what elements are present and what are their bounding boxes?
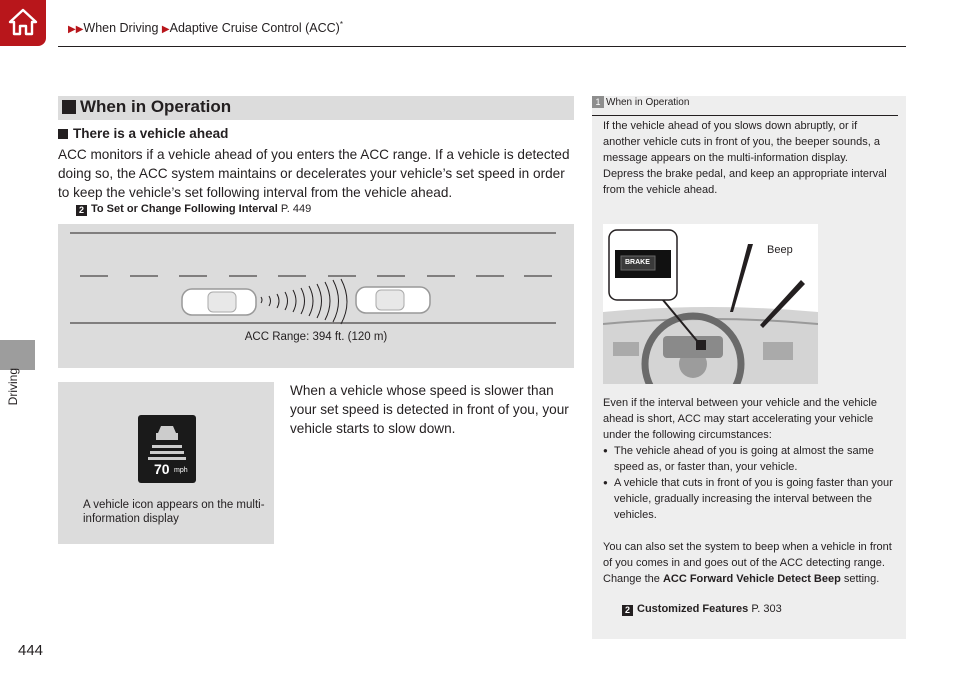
setting-name: ACC Forward Vehicle Detect Beep <box>662 573 841 585</box>
beep-label: Beep <box>767 244 793 256</box>
note-number-icon: 1 <box>592 96 604 108</box>
page-number: 444 <box>18 642 44 659</box>
xref-label: To Set or Change Following Interval <box>91 203 278 215</box>
home-button[interactable] <box>0 0 46 46</box>
lead-car-icon <box>356 287 430 313</box>
home-icon <box>7 6 39 38</box>
section-heading <box>58 96 574 120</box>
breadcrumb <box>68 20 343 35</box>
xref-page: P. 303 <box>751 603 782 615</box>
speed-value: 70 <box>154 461 170 477</box>
speed-unit: mph <box>174 467 188 474</box>
brake-warning-figure <box>603 224 818 384</box>
asterisk-note: * <box>339 20 343 29</box>
acc-range-figure <box>58 224 574 368</box>
subheading-text: There is a vehicle ahead <box>73 126 229 141</box>
breadcrumb-item[interactable]: Adaptive Cruise Control (ACC) <box>169 21 340 36</box>
sidebar-note <box>592 96 906 639</box>
cross-reference[interactable] <box>622 603 782 616</box>
xref-arrow-icon: 2 <box>76 205 87 216</box>
chapter-label: Driving <box>6 368 20 406</box>
multi-information-display <box>138 415 196 483</box>
breadcrumb-arrow-icon: ▶ <box>161 24 170 36</box>
sidebar-paragraph-1b: Depress the brake pedal, and keep an appropriate interval from the vehicle ahead. <box>603 168 887 196</box>
xref-label: Customized Features <box>637 603 749 615</box>
sidebar-paragraph-3 <box>603 539 893 587</box>
cross-reference[interactable] <box>76 203 311 216</box>
road-illustration <box>58 224 574 368</box>
breadcrumb-item[interactable]: When Driving <box>83 21 159 36</box>
xref-arrow-icon: 2 <box>622 605 633 616</box>
breadcrumb-arrow-icon: ▶▶ <box>68 24 84 36</box>
own-car-icon <box>182 289 256 315</box>
list-item: ● The vehicle ahead of you is going at almost the same speed as, or faster than, your vehicle. <box>603 443 893 475</box>
sidebar-paragraph-1: If the vehicle ahead of you slows down abruptly, or if another vehicle cuts in front of you, the beeper sounds, a message appears on the multi-information display. <box>603 120 881 164</box>
para3-text: You can also set the system to beep when a vehicle in front of you comes in and goes out of the ACC detecting range. Change the <box>603 541 892 585</box>
para3-text-end: setting. <box>840 573 880 585</box>
section-heading-text: When in Operation <box>80 97 232 116</box>
display-caption: A vehicle icon appears on the multi-information display <box>83 499 265 525</box>
subheading-square-icon <box>58 129 68 139</box>
list-item: ● A vehicle that cuts in front of you is going faster than your vehicle, gradually increasing the interval between the vehicles. <box>603 475 893 523</box>
sidebar-paragraph <box>603 118 893 198</box>
acc-range-label: ACC Range: 394 ft. (120 m) <box>244 331 388 343</box>
circumstances-list <box>603 443 893 523</box>
subheading <box>58 126 228 141</box>
radar-waves-icon <box>261 279 347 324</box>
sidebar-header <box>592 96 898 116</box>
slowdown-paragraph: When a vehicle whose speed is slower than your set speed is detected in front of you, your vehicle starts to slow down. <box>290 383 569 436</box>
sidebar-title: When in Operation <box>606 97 690 108</box>
chapter-tab[interactable] <box>0 340 35 370</box>
sidebar-paragraph-2: Even if the interval between your vehicle and the vehicle ahead is short, ACC may start accelerating your vehicle under the following circumstances: <box>603 397 877 441</box>
display-figure <box>58 382 274 544</box>
header-divider <box>58 46 906 47</box>
brake-message: BRAKE <box>625 259 650 266</box>
xref-page: P. 449 <box>280 203 312 215</box>
heading-square-icon <box>62 100 76 114</box>
body-paragraph: ACC monitors if a vehicle ahead of you enters the ACC range. If a vehicle is detected doing so, the ACC system maintains or decelerates your vehicle’s set speed in order to keep the vehicle’s set following interval from the vehicle ahead. <box>58 147 570 200</box>
